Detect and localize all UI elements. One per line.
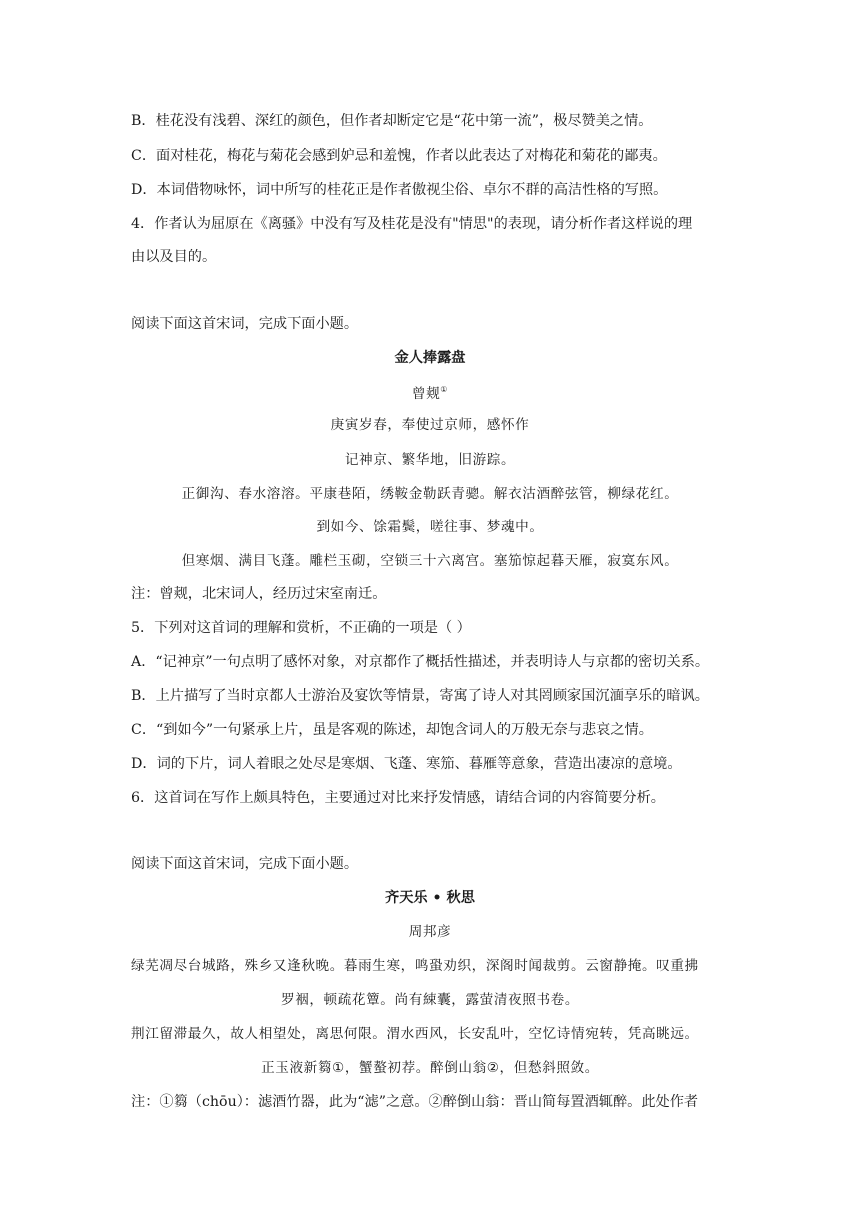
question-5-option-b: B．上片描写了当时京都人士游治及宴饮等情景，寄寓了诗人对其罔顾家国沉湎享乐的暗讽。 (131, 688, 709, 704)
question-6: 6．这首词在写作上颇具特色，主要通过对比来抒发情感，请结合词的内容简要分析。 (131, 790, 665, 806)
poem-note: 注：曾觌，北宋词人，经历过宋室南迁。 (131, 586, 387, 602)
poem-note: 注：①篘（chōu）：滤酒竹器，此为“滤”之意。②醉倒山翁：晋山简每置酒辄醉。此处作者 (131, 1094, 699, 1110)
option-d: D．本词借物咏怀，词中所写的桂花正是作者傲视尘俗、卓尔不群的高洁性格的写照。 (131, 182, 668, 198)
poem-preface: 庚寅岁春，奉使过京师，感怀作 (330, 417, 530, 433)
reading-intro: 阅读下面这首宋词，完成下面小题。 (131, 316, 359, 332)
author-name: 曾觌 (411, 386, 441, 402)
poem-line: 正御沟、春水溶溶。平康巷陌，绣鞍金勒跃青骢。解衣沽酒醉弦管，柳绿花红。 (181, 486, 679, 502)
author-footnote-mark: ① (440, 385, 449, 394)
option-b: B．桂花没有浅碧、深红的颜色，但作者却断定它是“花中第一流”，极尽赞美之情。 (131, 113, 653, 129)
question-5-option-a: A．“记神京”一句点明了感怀对象，对京都作了概括性描述，并表明诗人与京都的密切关系。 (131, 654, 710, 670)
question-4-line-1: 4．作者认为屈原在《离骚》中没有写及桂花是没有"情思"的表现，请分析作者这样说的理 (131, 216, 693, 232)
question-4-line-2: 由以及目的。 (131, 249, 217, 265)
question-5-option-d: D．词的下片，词人着眼之处尽是寒烟、飞蓬、寒笳、暮雁等意象，营造出凄凉的意境。 (131, 756, 682, 772)
poem-line: 但寒烟、满目飞蓬。雕栏玉砌，空锁三十六离宫。塞笳惊起暮天雁，寂寞东风。 (181, 553, 679, 569)
option-c: C．面对桂花，梅花与菊花会感到妒忌和羞愧，作者以此表达了对梅花和菊花的鄙夷。 (131, 148, 667, 164)
poem-line: 绿芜凋尽台城路，殊乡又逢秋晚。暮雨生寒，鸣蛩劝织，深阁时闻裁剪。云窗静掩。叹重拂 (131, 958, 699, 974)
poem-line: 正玉液新篘①，蟹螯初荐。醉倒山翁②，但愁斜照敛。 (261, 1060, 599, 1076)
poem-title: 金人捧露盘 (394, 350, 466, 366)
poem-line: 到如今、馀霜鬓，嗟往事、梦魂中。 (316, 519, 544, 535)
question-5: 5．下列对这首词的理解和赏析，不正确的一项是（ ） (131, 620, 471, 636)
poem-title: 齐天乐 • 秋思 (385, 890, 475, 906)
poem-author: 周邦彦 (408, 924, 452, 940)
poem-author (0, 380, 860, 404)
reading-intro: 阅读下面这首宋词，完成下面小题。 (131, 856, 359, 872)
question-5-option-c: C．“到如今”一句紧承上片，虽是客观的陈述，却饱含词人的万般无奈与悲哀之情。 (131, 722, 653, 738)
poem-line: 荆江留滞最久，故人相望处，离思何限。渭水西风，长安乱叶，空忆诗情宛转，凭高眺远。 (131, 1026, 699, 1042)
poem-line: 记神京、繁华地，旧游踪。 (344, 452, 516, 468)
poem-line: 罗裀，顿疏花簟。尚有綀囊，露萤清夜照书卷。 (280, 992, 580, 1008)
